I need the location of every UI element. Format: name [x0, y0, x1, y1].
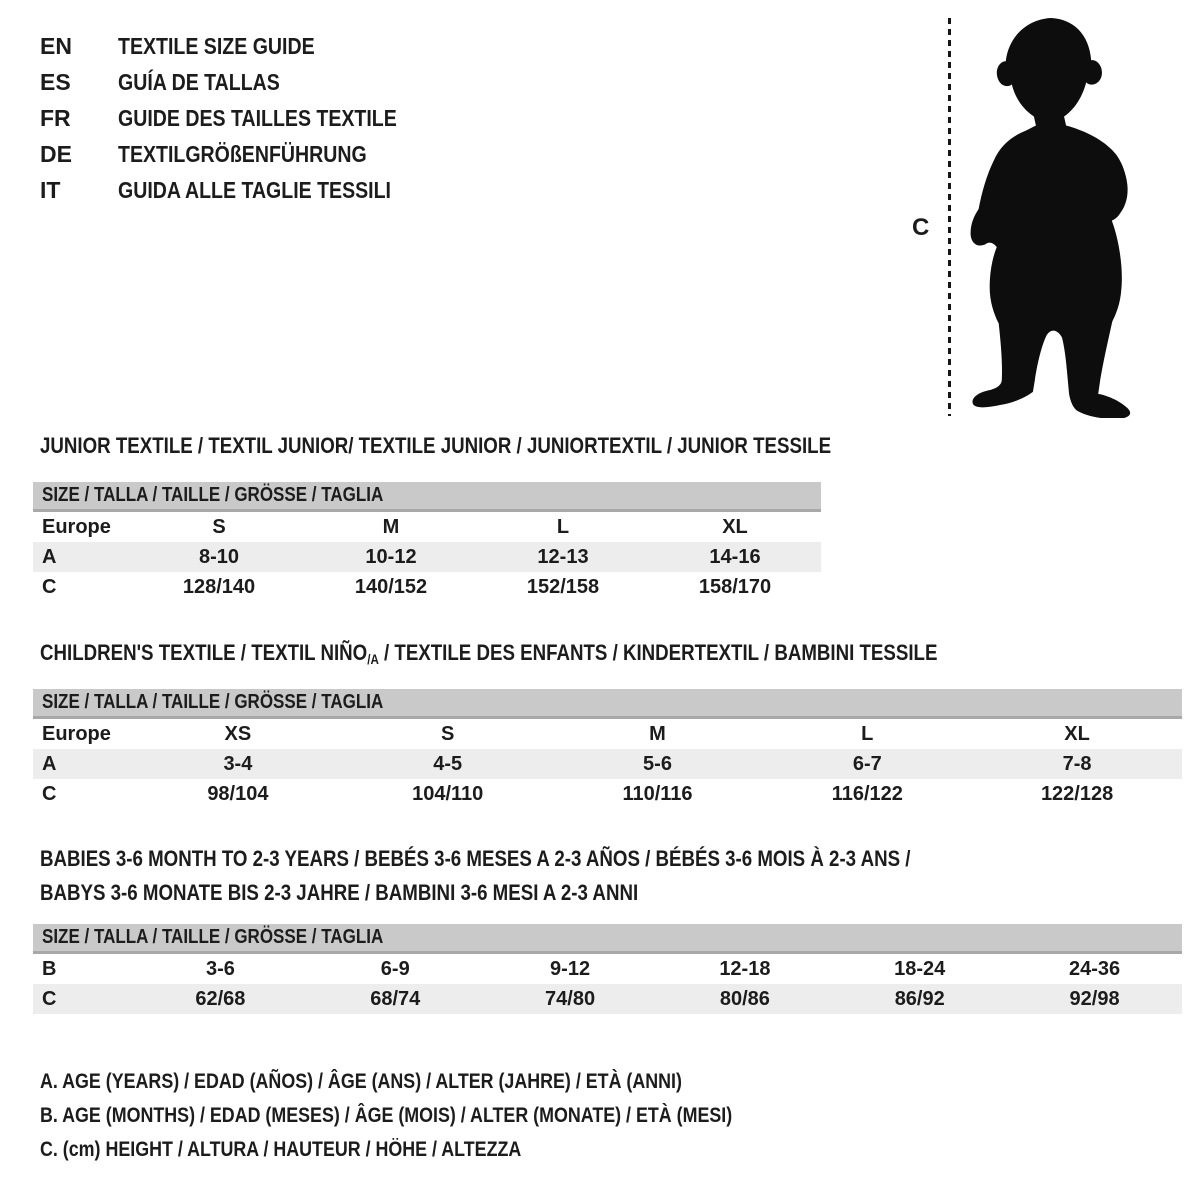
row-label: Europe	[42, 722, 111, 745]
table-row-months	[33, 954, 1182, 984]
table-row-europe	[33, 512, 821, 542]
table-row-height	[33, 572, 821, 602]
language-row-es	[40, 64, 446, 100]
table-cell: 128/140	[182, 575, 256, 598]
language-row-de	[40, 136, 446, 172]
section-title-children-text	[40, 640, 937, 666]
table-cell: 6-7	[852, 752, 882, 775]
legend-line-c	[40, 1138, 606, 1162]
table-cell: 7-8	[1062, 752, 1092, 775]
table-cell: 12-18	[719, 957, 771, 980]
table-header-bar	[33, 924, 1182, 954]
table-row-europe	[33, 719, 1182, 749]
table-cell: 12-13	[537, 545, 589, 568]
table-cell: 152/158	[526, 575, 600, 598]
table-cell: 74/80	[545, 987, 596, 1010]
language-code: DE	[40, 140, 72, 167]
language-code: ES	[40, 68, 71, 95]
table-cell: XL	[1064, 722, 1090, 745]
table-cell: S	[441, 722, 455, 745]
babies-size-table	[33, 924, 1182, 1014]
row-label: C	[42, 987, 57, 1010]
language-code: IT	[40, 176, 61, 203]
section-title-junior	[40, 433, 971, 459]
table-cell: 3-4	[223, 752, 253, 775]
row-label: B	[42, 957, 57, 980]
section-title-junior-text: JUNIOR TEXTILE / TEXTIL JUNIOR/ TEXTILE JUNIOR / JUNIORTEXTIL / JUNIOR TESSILE	[40, 433, 832, 458]
children-title-subscript: /A	[367, 651, 379, 667]
language-code: EN	[40, 32, 72, 59]
legend-line-a	[40, 1070, 795, 1094]
legend-line-b-text: B. AGE (MONTHS) / EDAD (MESES) / ÂGE (MOIS) / ALTER (MONATE) / ETÀ (MESI)	[40, 1104, 733, 1127]
row-label: A	[42, 545, 57, 568]
table-header-text: SIZE / TALLA / TAILLE / GRÖSSE / TAGLIA	[42, 926, 384, 948]
section-title-babies-line1	[40, 846, 1064, 872]
table-cell: M	[649, 722, 666, 745]
language-title: TEXTILGRÖßENFÜHRUNG	[118, 140, 367, 167]
table-cell: 62/68	[195, 987, 246, 1010]
language-row-it	[40, 172, 446, 208]
language-code: FR	[40, 104, 71, 131]
table-cell: 110/116	[622, 782, 693, 805]
language-title: GUIDA ALLE TAGLIE TESSILI	[118, 176, 391, 203]
table-cell: S	[212, 515, 226, 538]
table-header-bar	[33, 482, 821, 512]
legend-line-c-text: C. (cm) HEIGHT / ALTURA / HAUTEUR / HÖHE / ALTEZZA	[40, 1138, 522, 1161]
children-title-suffix: / TEXTILE DES ENFANTS / KINDERTEXTIL / BAMBINI TESSILE	[378, 640, 938, 665]
height-dashed-line	[948, 18, 951, 416]
language-title: GUIDE DES TAILLES TEXTILE	[118, 104, 397, 131]
table-cell: 116/122	[831, 782, 903, 805]
table-row-height	[33, 984, 1182, 1014]
table-cell: 24-36	[1068, 957, 1121, 980]
table-cell: 6-9	[380, 957, 410, 980]
table-cell: 9-12	[550, 957, 591, 980]
row-label: C	[42, 575, 57, 598]
baby-silhouette-icon	[968, 16, 1140, 418]
table-cell: XS	[224, 722, 252, 745]
table-cell: 104/110	[412, 782, 484, 805]
table-cell: 14-16	[709, 545, 761, 568]
table-row-height	[33, 779, 1182, 809]
table-cell: 80/86	[719, 987, 770, 1010]
table-row-age	[33, 749, 1182, 779]
language-row-en	[40, 28, 446, 64]
language-row-fr	[40, 100, 446, 136]
table-header-text: SIZE / TALLA / TAILLE / GRÖSSE / TAGLIA	[42, 691, 384, 713]
table-cell: L	[556, 515, 570, 538]
table-cell: 68/74	[370, 987, 421, 1010]
language-header	[40, 28, 446, 208]
table-cell: 4-5	[433, 752, 463, 775]
table-row-age	[33, 542, 821, 572]
table-cell: M	[382, 515, 400, 538]
table-cell: 98/104	[207, 782, 269, 805]
table-cell: 8-10	[198, 545, 240, 568]
row-label: Europe	[42, 515, 111, 538]
legend-line-b	[40, 1104, 854, 1128]
table-cell: 86/92	[894, 987, 945, 1010]
section-title-babies-line2	[40, 880, 744, 906]
table-cell: L	[861, 722, 874, 745]
children-title-prefix: CHILDREN'S TEXTILE / TEXTIL NIÑO	[40, 640, 368, 665]
table-header-bar	[33, 689, 1182, 719]
language-title: GUÍA DE TALLAS	[118, 68, 280, 95]
table-cell: 3-6	[205, 957, 235, 980]
legend-line-a-text: A. AGE (YEARS) / EDAD (AÑOS) / ÂGE (ANS) / ALTER (JAHRE) / ETÀ (ANNI)	[40, 1070, 682, 1093]
table-cell: 140/152	[354, 575, 428, 598]
babies-title-line2-text: BABYS 3-6 MONATE BIS 2-3 JAHRE / BAMBINI 3-6 MESI A 2-3 ANNI	[40, 880, 639, 905]
junior-size-table	[33, 482, 821, 602]
table-cell: 158/170	[698, 575, 772, 598]
babies-title-line1-text: BABIES 3-6 MONTH TO 2-3 YEARS / BEBÉS 3-6 MESES A 2-3 AÑOS / BÉBÉS 3-6 MOIS À 2-3 ANS /	[40, 846, 911, 871]
height-line-label: C	[912, 214, 930, 241]
table-cell: 92/98	[1069, 987, 1120, 1010]
table-cell: 5-6	[643, 752, 672, 775]
row-label: A	[42, 752, 57, 775]
table-cell: 10-12	[365, 545, 417, 568]
table-cell: XL	[722, 515, 748, 538]
row-label: C	[42, 782, 57, 805]
table-cell: 18-24	[894, 957, 946, 980]
section-title-children	[40, 640, 1096, 666]
table-header-text: SIZE / TALLA / TAILLE / GRÖSSE / TAGLIA	[42, 484, 384, 506]
table-cell: 122/128	[1040, 782, 1114, 805]
children-size-table	[33, 689, 1182, 809]
language-title: TEXTILE SIZE GUIDE	[118, 32, 315, 59]
